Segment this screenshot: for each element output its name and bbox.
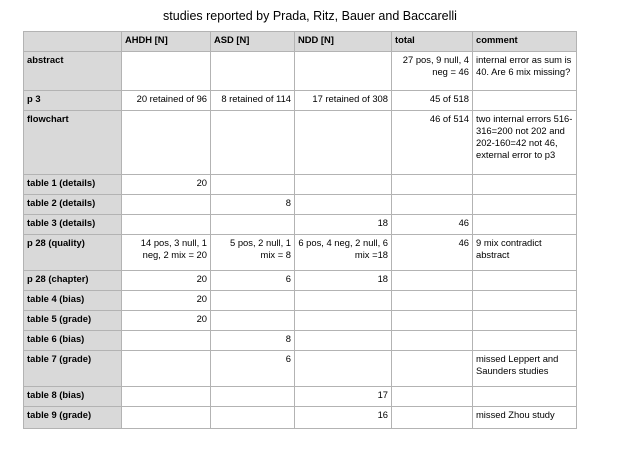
cell-ndd: 17 [295, 387, 392, 407]
cell-total [392, 387, 473, 407]
cell-asd [211, 387, 295, 407]
cell-ahdh: 20 [122, 175, 211, 195]
cell-ahdh [122, 351, 211, 387]
header-total: total [392, 32, 473, 52]
row-label: table 5 (grade) [24, 311, 122, 331]
cell-asd: 6 [211, 351, 295, 387]
cell-comment: internal error as sum is 40. Are 6 mix missing? [473, 52, 577, 91]
table-row [24, 407, 577, 429]
cell-total: 46 [392, 215, 473, 235]
cell-comment [473, 387, 577, 407]
table-row [24, 235, 577, 271]
cell-ndd: 16 [295, 407, 392, 429]
cell-total [392, 331, 473, 351]
cell-ahdh: 14 pos, 3 null, 1 neg, 2 mix = 20 [122, 235, 211, 271]
cell-ndd: 17 retained of 308 [295, 91, 392, 111]
cell-comment [473, 91, 577, 111]
cell-ahdh [122, 215, 211, 235]
table-row [24, 311, 577, 331]
cell-asd: 8 retained of 114 [211, 91, 295, 111]
cell-asd [211, 311, 295, 331]
cell-ndd [295, 351, 392, 387]
cell-ahdh: 20 [122, 271, 211, 291]
cell-ahdh [122, 387, 211, 407]
header-comment: comment [473, 32, 577, 52]
cell-ahdh: 20 [122, 291, 211, 311]
cell-comment: missed Zhou study [473, 407, 577, 429]
table-row [24, 215, 577, 235]
cell-ndd: 18 [295, 271, 392, 291]
cell-asd [211, 291, 295, 311]
cell-total: 46 of 514 [392, 111, 473, 175]
table-row [24, 351, 577, 387]
cell-total [392, 291, 473, 311]
cell-comment [473, 311, 577, 331]
table-row [24, 271, 577, 291]
cell-ndd: 18 [295, 215, 392, 235]
cell-total: 27 pos, 9 null, 4 neg = 46 [392, 52, 473, 91]
cell-ndd [295, 52, 392, 91]
cell-ndd [295, 331, 392, 351]
row-label: flowchart [24, 111, 122, 175]
cell-asd [211, 52, 295, 91]
header-corner [24, 32, 122, 52]
cell-ndd: 6 pos, 4 neg, 2 null, 6 mix =18 [295, 235, 392, 271]
row-label: table 3 (details) [24, 215, 122, 235]
cell-total [392, 271, 473, 291]
row-label: table 8 (bias) [24, 387, 122, 407]
cell-comment: missed Leppert and Saunders studies [473, 351, 577, 387]
cell-ahdh: 20 [122, 311, 211, 331]
studies-table [23, 31, 577, 429]
cell-comment [473, 195, 577, 215]
cell-ahdh [122, 331, 211, 351]
cell-asd: 5 pos, 2 null, 1 mix = 8 [211, 235, 295, 271]
cell-comment [473, 291, 577, 311]
cell-ahdh [122, 111, 211, 175]
cell-comment: 9 mix contradict abstract [473, 235, 577, 271]
cell-ahdh [122, 195, 211, 215]
row-label: abstract [24, 52, 122, 91]
table-row [24, 291, 577, 311]
cell-ndd [295, 291, 392, 311]
cell-asd [211, 175, 295, 195]
cell-total [392, 175, 473, 195]
table-row [24, 387, 577, 407]
cell-asd [211, 407, 295, 429]
cell-comment [473, 271, 577, 291]
cell-asd: 8 [211, 331, 295, 351]
cell-asd: 6 [211, 271, 295, 291]
cell-ahdh: 20 retained of 96 [122, 91, 211, 111]
cell-ndd [295, 175, 392, 195]
cell-asd: 8 [211, 195, 295, 215]
table-row [24, 195, 577, 215]
table-header-row [24, 32, 577, 52]
row-label: table 6 (bias) [24, 331, 122, 351]
table-row [24, 331, 577, 351]
header-ahdh: AHDH [N] [122, 32, 211, 52]
page-title: studies reported by Prada, Ritz, Bauer and Baccarelli [163, 9, 457, 23]
row-label: table 2 (details) [24, 195, 122, 215]
row-label: table 9 (grade) [24, 407, 122, 429]
header-ndd: NDD [N] [295, 32, 392, 52]
cell-ndd [295, 311, 392, 331]
row-label: p 28 (quality) [24, 235, 122, 271]
row-label: table 7 (grade) [24, 351, 122, 387]
table-row [24, 111, 577, 175]
cell-asd [211, 111, 295, 175]
row-label: table 4 (bias) [24, 291, 122, 311]
table-row [24, 175, 577, 195]
cell-ndd [295, 111, 392, 175]
cell-ahdh [122, 52, 211, 91]
row-label: p 28 (chapter) [24, 271, 122, 291]
cell-ndd [295, 195, 392, 215]
row-label: table 1 (details) [24, 175, 122, 195]
cell-total [392, 407, 473, 429]
table-row [24, 91, 577, 111]
cell-asd [211, 215, 295, 235]
cell-comment [473, 175, 577, 195]
cell-total [392, 311, 473, 331]
cell-comment [473, 331, 577, 351]
cell-ahdh [122, 407, 211, 429]
cell-total: 45 of 518 [392, 91, 473, 111]
cell-comment [473, 215, 577, 235]
cell-total [392, 351, 473, 387]
table-row [24, 52, 577, 91]
cell-total: 46 [392, 235, 473, 271]
row-label: p 3 [24, 91, 122, 111]
cell-total [392, 195, 473, 215]
header-asd: ASD [N] [211, 32, 295, 52]
cell-comment: two internal errors 516-316=200 not 202 and 202-160=42 not 46, external error to p3 [473, 111, 577, 175]
